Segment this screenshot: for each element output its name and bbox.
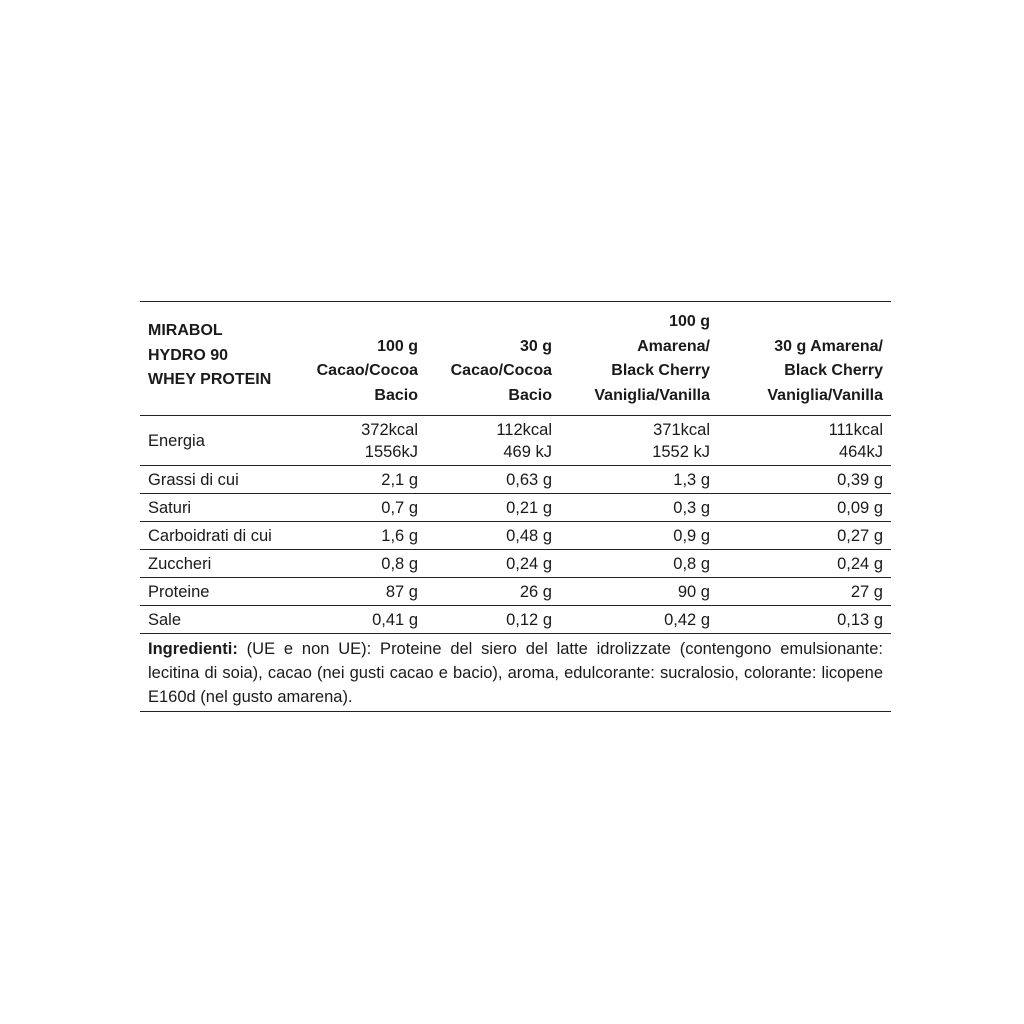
nutrient-name: Grassi di cui [148, 471, 239, 489]
value-line: 112kcal [496, 421, 552, 439]
nutrient-row [140, 466, 891, 494]
header-line: WHEY PROTEIN [148, 371, 272, 388]
header-line: MIRABOL [148, 322, 223, 339]
nutrient-value [718, 494, 891, 522]
header-line: Amarena/ [637, 337, 710, 355]
nutrient-value [560, 522, 718, 550]
nutrient-value [296, 606, 426, 634]
header-line: 100 g [669, 313, 710, 330]
nutrient-row [140, 550, 891, 578]
nutrient-value [296, 416, 426, 466]
nutrient-value [426, 550, 560, 578]
nutrient-value [296, 550, 426, 578]
nutrient-value [560, 416, 718, 466]
nutrient-value [560, 466, 718, 494]
nutrient-value [560, 578, 718, 606]
value-line: 1556kJ [364, 443, 418, 461]
header-row [140, 302, 891, 416]
value-line: 0,24 g [837, 555, 883, 573]
ingredients-paragraph [140, 634, 891, 712]
nutrient-name: Carboidrati di cui [148, 527, 272, 545]
nutrient-name: Proteine [148, 583, 210, 601]
nutrient-value [560, 606, 718, 634]
value-line: 1552 kJ [652, 443, 710, 461]
ingredients-text: (UE e non UE): Proteine del siero del latte idrolizzate (contengono emulsionante: lecitina di soia), cacao (nei gusti cacao e bacio), aroma, edulcorante: sucralosio, colorante: licopene E160d (nel gusto amarena). [148, 640, 883, 706]
nutrient-value [718, 578, 891, 606]
nutrient-value [718, 416, 891, 466]
header-line: 100 g [377, 337, 418, 355]
value-line: 26 g [519, 583, 552, 601]
header-line: Vaniglia/Vanilla [767, 386, 883, 404]
nutrient-value [718, 466, 891, 494]
value-line: 0,12 g [506, 611, 552, 629]
header-line: 30 g [519, 337, 552, 355]
nutrient-value [560, 494, 718, 522]
value-line: 1,3 g [673, 471, 710, 489]
value-line: 0,8 g [381, 555, 418, 573]
nutrient-value [426, 578, 560, 606]
value-line: 27 g [850, 583, 883, 601]
header-line: Black Cherry [784, 362, 883, 379]
nutrient-value [426, 494, 560, 522]
nutrient-value [296, 466, 426, 494]
header-line: Bacio [374, 386, 418, 404]
value-line: 0,7 g [381, 499, 418, 517]
value-line: 0,63 g [506, 471, 552, 489]
nutrient-name: Zuccheri [148, 555, 212, 573]
nutrient-name: Saturi [148, 499, 192, 517]
value-line: 0,24 g [506, 555, 552, 573]
nutrient-row [140, 606, 891, 634]
nutrient-value [426, 522, 560, 550]
value-line: 372kcal [361, 421, 418, 439]
value-line: 0,27 g [837, 527, 883, 545]
column-header-1 [296, 302, 426, 416]
nutrient-name: Energia [148, 432, 205, 450]
product-name-header [140, 302, 296, 416]
ingredients-label: Ingredienti: [148, 640, 238, 658]
header-line: Black Cherry [611, 362, 710, 379]
nutrient-row [140, 522, 891, 550]
header-line: Cacao/Cocoa [450, 362, 552, 379]
header-line: 30 g Amarena/ [774, 337, 883, 355]
header-line: Bacio [508, 386, 552, 404]
value-line: 90 g [677, 583, 710, 601]
header-line: Cacao/Cocoa [316, 362, 418, 379]
nutrient-value [718, 606, 891, 634]
nutrient-value [426, 416, 560, 466]
value-line: 0,13 g [837, 611, 883, 629]
value-line: 0,9 g [673, 527, 710, 545]
nutrient-value [560, 550, 718, 578]
nutrient-value [718, 550, 891, 578]
nutrient-value [296, 522, 426, 550]
value-line: 464kJ [838, 443, 883, 461]
value-line: 0,09 g [837, 499, 883, 517]
nutrient-value [296, 578, 426, 606]
column-header-4 [718, 302, 891, 416]
value-line: 0,39 g [837, 471, 883, 489]
nutrient-name: Sale [148, 611, 182, 629]
nutrient-row [140, 494, 891, 522]
column-header-2 [426, 302, 560, 416]
value-line: 1,6 g [381, 527, 418, 545]
nutrition-label [140, 301, 891, 712]
value-line: 111kcal [828, 421, 883, 439]
nutrient-row [140, 578, 891, 606]
value-line: 0,42 g [664, 611, 710, 629]
value-line: 0,41 g [372, 611, 418, 629]
header-line: Vaniglia/Vanilla [594, 386, 710, 404]
nutrient-value [426, 466, 560, 494]
nutrient-row [140, 416, 891, 466]
value-line: 2,1 g [381, 471, 418, 489]
header-line: HYDRO 90 [148, 346, 229, 364]
value-line: 87 g [385, 583, 418, 601]
nutrient-value [426, 606, 560, 634]
nutrition-table [140, 301, 891, 634]
column-header-3 [560, 302, 718, 416]
nutrient-value [718, 522, 891, 550]
value-line: 371kcal [653, 421, 710, 439]
value-line: 469 kJ [503, 443, 552, 461]
value-line: 0,8 g [673, 555, 710, 573]
value-line: 0,21 g [506, 499, 552, 517]
value-line: 0,48 g [506, 527, 552, 545]
value-line: 0,3 g [673, 499, 710, 517]
nutrient-value [296, 494, 426, 522]
